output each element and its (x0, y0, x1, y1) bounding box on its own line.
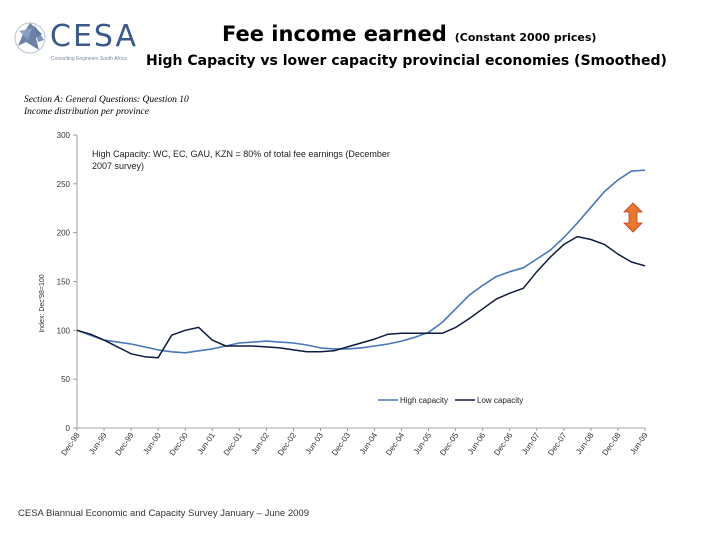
y-tick-label: 250 (56, 179, 70, 189)
title-note: (Constant 2000 prices) (454, 31, 597, 44)
logo-wordmark: CESA (50, 19, 139, 54)
section-question: Section A: General Questions: Question 10 (24, 95, 189, 105)
x-tick-label: Jun-02 (249, 430, 271, 457)
y-tick-label: 100 (56, 326, 70, 336)
y-axis-title: Index: Dec'98=100 (39, 274, 46, 333)
x-tick-label: Jun-03 (303, 430, 326, 457)
title-text: Fee income earned (222, 22, 447, 46)
x-tick-label: Jun-04 (357, 430, 380, 457)
x-tick-label: Jun-99 (87, 430, 109, 457)
x-tick-label: Dec-06 (492, 430, 515, 458)
x-tick-label: Jun-00 (141, 430, 163, 457)
x-tick-label: Dec-05 (438, 430, 461, 458)
x-tick-label: Jun-01 (195, 430, 217, 457)
y-tick-label: 50 (61, 375, 70, 385)
y-tick-label: 150 (56, 277, 70, 287)
x-tick-label: Jun-06 (465, 430, 488, 457)
x-tick-label: Jun-07 (520, 430, 542, 457)
x-tick-label: Dec-02 (275, 430, 299, 458)
series-line-low-capacity (77, 237, 645, 358)
x-tick-label: Jun-09 (628, 430, 650, 457)
x-tick-label: Dec-01 (221, 430, 244, 458)
y-tick-label: 300 (56, 131, 70, 140)
x-tick-label: Dec-08 (600, 430, 623, 458)
annotation-text: High Capacity: WC, EC, GAU, KZN = 80% of total fee earnings (December 2007 survey) (92, 149, 390, 171)
x-tick-label: Dec-98 (59, 430, 82, 458)
footer-source: CESA Biannual Economic and Capacity Survey January – June 2009 (18, 508, 309, 519)
y-tick-label: 0 (65, 424, 70, 433)
x-tick-label: Jun-05 (411, 430, 434, 457)
x-tick-label: Dec-07 (546, 430, 569, 458)
x-tick-label: Jun-08 (574, 430, 596, 457)
series-line-high-capacity (77, 170, 645, 353)
x-tick-label: Dec-99 (113, 430, 136, 458)
legend-label-low-capacity: Low capacity (477, 396, 524, 405)
x-tick-label: Dec-00 (167, 430, 190, 458)
legend-label-high-capacity: High capacity (400, 396, 449, 405)
x-tick-label: Dec-03 (329, 430, 353, 458)
x-tick-label: Dec-04 (384, 430, 407, 458)
logo-tagline: Consulting Engineers South Africa (51, 56, 127, 62)
section-topic: Income distribution per province (24, 107, 149, 117)
page-subtitle: High Capacity vs lower capacity provincial economies (Smoothed) (146, 53, 667, 69)
gap-arrow-icon (624, 203, 642, 232)
y-tick-label: 200 (56, 228, 70, 238)
